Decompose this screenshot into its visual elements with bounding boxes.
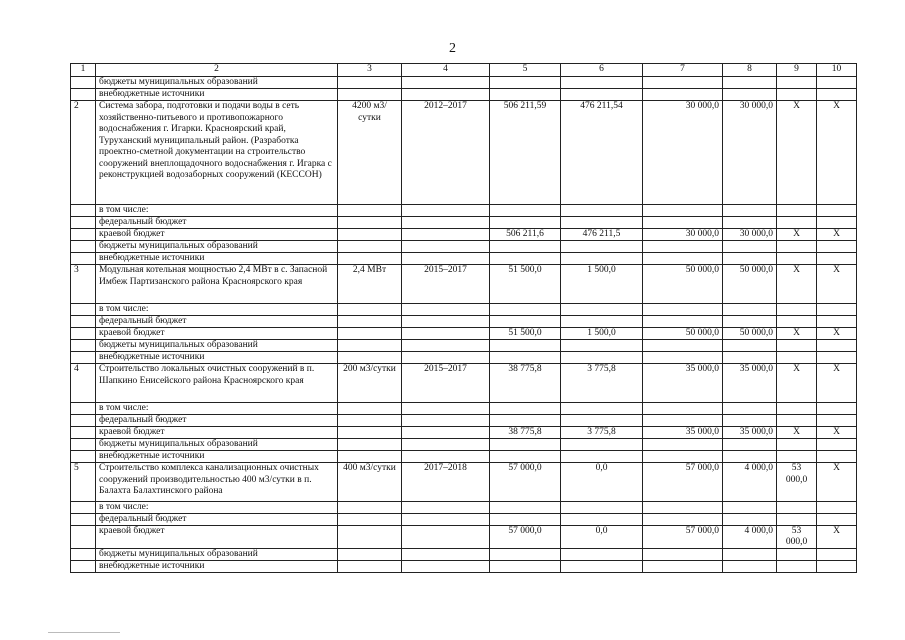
- funding-value: 51 500,0: [490, 328, 561, 340]
- funding-row: [71, 352, 857, 364]
- project-value: 35 000,0: [723, 364, 777, 403]
- funding-label: бюджеты муниципальных образований: [96, 549, 338, 561]
- funding-row: [71, 439, 857, 451]
- funding-value: Х: [777, 328, 817, 340]
- funding-label: в том числе:: [96, 304, 338, 316]
- project-value: Х: [777, 265, 817, 304]
- project-period: 2015–2017: [402, 364, 490, 403]
- project-value: 1 500,0: [561, 265, 643, 304]
- project-value: 30 000,0: [643, 101, 723, 205]
- project-value: 476 211,54: [561, 101, 643, 205]
- funding-value: 30 000,0: [723, 229, 777, 241]
- funding-row: [71, 205, 857, 217]
- project-name: Строительство комплекса канализационных очистных сооружений производительностью 400 м3/сутки в п. Балахта Балахтинского района: [96, 463, 338, 502]
- funding-value: 506 211,6: [490, 229, 561, 241]
- funding-row: [71, 340, 857, 352]
- funding-row: [71, 514, 857, 526]
- funding-value: 0,0: [561, 526, 643, 549]
- funding-label: бюджеты муниципальных образований: [96, 340, 338, 352]
- funding-label: в том числе:: [96, 502, 338, 514]
- funding-label: краевой бюджет: [96, 427, 338, 439]
- funding-label: в том числе:: [96, 403, 338, 415]
- funding-label: внебюджетные источники: [96, 451, 338, 463]
- funding-label: федеральный бюджет: [96, 415, 338, 427]
- header-cell: 6: [561, 64, 643, 77]
- page-number: 2: [449, 41, 456, 56]
- project-value: Х: [817, 364, 857, 403]
- funding-value: 50 000,0: [643, 328, 723, 340]
- project-number: 3: [71, 265, 96, 304]
- table-row: [71, 89, 857, 101]
- project-name: Система забора, подготовки и подачи воды в сеть хозяйственно-питьевого и противопожарного водоснабжения г. Игарки. Красноярский край, Туруханский муниципальный район. (Разработка проектно-сметной документации на строительство сооружений внеплощадочного водоснабжения г. Игарка с реконструкцией водозаборных сооружений (КЕССОН): [96, 101, 338, 205]
- funding-label: бюджеты муниципальных образований: [96, 241, 338, 253]
- header-row: [71, 64, 857, 77]
- funding-row: [71, 502, 857, 514]
- header-cell: 4: [402, 64, 490, 77]
- funding-value: 50 000,0: [723, 328, 777, 340]
- funding-value: Х: [817, 526, 857, 549]
- header-cell: 3: [338, 64, 402, 77]
- header-cell: 8: [723, 64, 777, 77]
- header-cell: 5: [490, 64, 561, 77]
- footer-rule: [48, 632, 120, 633]
- funding-value: Х: [777, 427, 817, 439]
- project-capacity: 400 м3/сутки: [338, 463, 402, 502]
- funding-label: федеральный бюджет: [96, 514, 338, 526]
- header-cell: 7: [643, 64, 723, 77]
- header-cell: 9: [777, 64, 817, 77]
- funding-row: [71, 217, 857, 229]
- funding-label: внебюджетные источники: [96, 89, 338, 101]
- project-value: 50 000,0: [723, 265, 777, 304]
- funding-label: федеральный бюджет: [96, 316, 338, 328]
- funding-row: [71, 451, 857, 463]
- funding-value: Х: [817, 229, 857, 241]
- project-row: [71, 364, 857, 403]
- funding-row: [71, 328, 857, 340]
- project-value: Х: [777, 101, 817, 205]
- project-row: [71, 265, 857, 304]
- project-value: Х: [817, 101, 857, 205]
- header-cell: 1: [71, 64, 96, 77]
- funding-row: [71, 241, 857, 253]
- project-number: 2: [71, 101, 96, 205]
- investment-table: [70, 63, 857, 573]
- project-capacity: 4200 м3/сутки: [338, 101, 402, 205]
- project-period: 2015–2017: [402, 265, 490, 304]
- funding-value: 30 000,0: [643, 229, 723, 241]
- funding-row: [71, 549, 857, 561]
- project-value: 3 775,8: [561, 364, 643, 403]
- project-value: 506 211,59: [490, 101, 561, 205]
- funding-value: 57 000,0: [490, 526, 561, 549]
- project-row: [71, 463, 857, 502]
- funding-label: внебюджетные источники: [96, 561, 338, 573]
- funding-row: [71, 415, 857, 427]
- funding-value: 53 000,0: [777, 526, 817, 549]
- funding-value: Х: [777, 229, 817, 241]
- project-value: 53 000,0: [777, 463, 817, 502]
- table-row: [71, 77, 857, 89]
- funding-label: внебюджетные источники: [96, 253, 338, 265]
- project-value: 38 775,8: [490, 364, 561, 403]
- funding-label: внебюджетные источники: [96, 352, 338, 364]
- project-name: Модульная котельная мощностью 2,4 МВт в с. Запасной Имбеж Партизанского района Красноярского края: [96, 265, 338, 304]
- funding-value: 57 000,0: [643, 526, 723, 549]
- funding-row: [71, 229, 857, 241]
- project-value: 57 000,0: [643, 463, 723, 502]
- project-value: 0,0: [561, 463, 643, 502]
- funding-value: 35 000,0: [723, 427, 777, 439]
- project-value: Х: [817, 265, 857, 304]
- header-cell: 10: [817, 64, 857, 77]
- funding-label: краевой бюджет: [96, 328, 338, 340]
- funding-value: 38 775,8: [490, 427, 561, 439]
- project-value: 35 000,0: [643, 364, 723, 403]
- project-number: 5: [71, 463, 96, 502]
- funding-value: 35 000,0: [643, 427, 723, 439]
- project-row: [71, 101, 857, 205]
- header-cell: 2: [96, 64, 338, 77]
- funding-row: [71, 304, 857, 316]
- project-value: Х: [817, 463, 857, 502]
- project-value: Х: [777, 364, 817, 403]
- project-value: 57 000,0: [490, 463, 561, 502]
- funding-row: [71, 427, 857, 439]
- funding-row: [71, 316, 857, 328]
- project-value: 4 000,0: [723, 463, 777, 502]
- project-capacity: 2,4 МВт: [338, 265, 402, 304]
- project-capacity: 200 м3/сутки: [338, 364, 402, 403]
- funding-label: бюджеты муниципальных образований: [96, 439, 338, 451]
- funding-value: 476 211,5: [561, 229, 643, 241]
- funding-value: Х: [817, 328, 857, 340]
- project-name: Строительство локальных очистных сооружений в п. Шапкино Енисейского района Красноярского края: [96, 364, 338, 403]
- funding-row: [71, 403, 857, 415]
- funding-row: [71, 561, 857, 573]
- project-number: 4: [71, 364, 96, 403]
- funding-value: 1 500,0: [561, 328, 643, 340]
- funding-value: Х: [817, 427, 857, 439]
- funding-value: 4 000,0: [723, 526, 777, 549]
- funding-label: бюджеты муниципальных образований: [96, 77, 338, 89]
- project-value: 51 500,0: [490, 265, 561, 304]
- funding-value: 3 775,8: [561, 427, 643, 439]
- project-period: 2012–2017: [402, 101, 490, 205]
- project-value: 30 000,0: [723, 101, 777, 205]
- funding-label: краевой бюджет: [96, 229, 338, 241]
- funding-label: федеральный бюджет: [96, 217, 338, 229]
- funding-label: в том числе:: [96, 205, 338, 217]
- funding-label: краевой бюджет: [96, 526, 338, 549]
- funding-row: [71, 526, 857, 549]
- project-value: 50 000,0: [643, 265, 723, 304]
- project-period: 2017–2018: [402, 463, 490, 502]
- funding-row: [71, 253, 857, 265]
